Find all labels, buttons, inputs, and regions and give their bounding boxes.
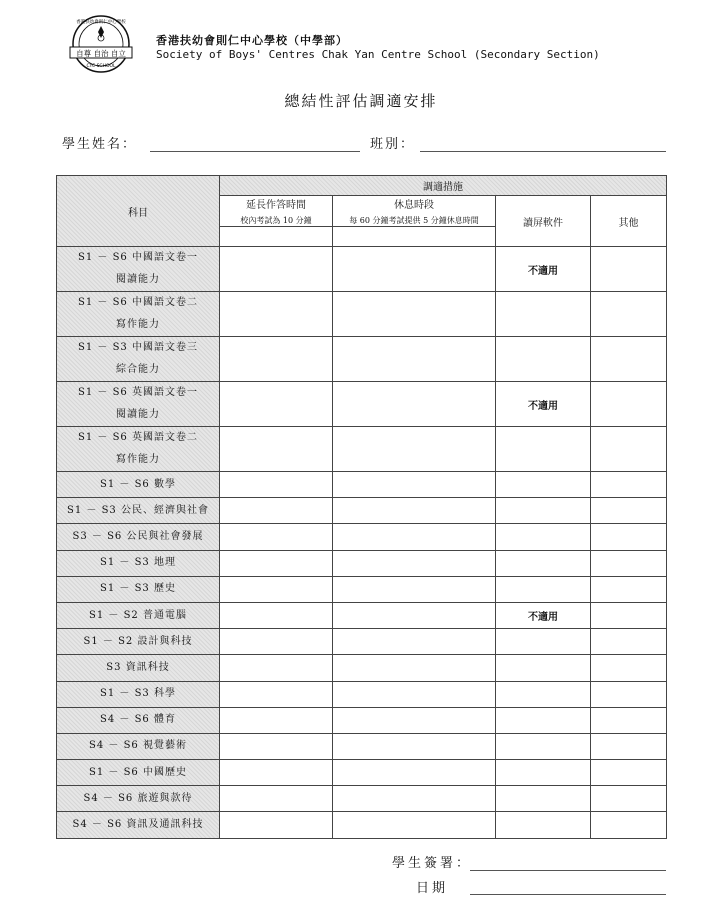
- subject-name: S1 － S3 科學: [100, 688, 176, 700]
- rest-break-cell[interactable]: [333, 472, 496, 498]
- other-cell[interactable]: [591, 498, 667, 524]
- extended-time-cell[interactable]: [220, 733, 333, 759]
- extended-time-cell[interactable]: [220, 629, 333, 655]
- subject-paper: 寫作能力: [116, 454, 160, 465]
- student-name-label: 學生姓名：: [62, 137, 138, 152]
- subject-cell: [57, 760, 220, 786]
- subject-name: S1 － S6 中國語文卷二: [78, 297, 198, 308]
- screen-reader-cell[interactable]: [496, 292, 591, 337]
- subject-cell: [57, 733, 220, 759]
- subject-name: S4 － S6 視覺藝術: [89, 740, 187, 752]
- subject-cell: [57, 681, 220, 707]
- other-cell[interactable]: [591, 576, 667, 602]
- subject-cell: [57, 655, 220, 681]
- rest-break-cell[interactable]: [333, 629, 496, 655]
- extended-time-cell[interactable]: [220, 247, 333, 292]
- extended-time-cell[interactable]: [220, 550, 333, 576]
- subject-cell: [57, 629, 220, 655]
- subject-name: S3 － S6 公民與社會發展: [72, 530, 204, 542]
- subject-cell: [57, 382, 220, 427]
- student-name-field[interactable]: [150, 151, 360, 152]
- rest-break-cell[interactable]: [333, 760, 496, 786]
- col-label-extended-time: 延長作答時間: [246, 200, 306, 211]
- screen-reader-cell[interactable]: [496, 812, 591, 838]
- screen-reader-cell[interactable]: [496, 760, 591, 786]
- other-cell[interactable]: [591, 472, 667, 498]
- rest-break-cell[interactable]: [333, 812, 496, 838]
- subject-name: S1 － S2 設計與科技: [83, 635, 193, 647]
- subject-name: S1 － S6 數學: [100, 478, 176, 490]
- school-name-zh: 香港扶幼會則仁中心學校（中學部）: [156, 34, 348, 47]
- screen-reader-cell[interactable]: [496, 550, 591, 576]
- table-row: [57, 247, 667, 292]
- other-cell[interactable]: [591, 629, 667, 655]
- screen-reader-cell[interactable]: [496, 427, 591, 472]
- col-note-extended-time: 校內考試為 10 分鐘: [240, 216, 312, 225]
- subject-header: 科目: [57, 176, 220, 247]
- table-row: [57, 707, 667, 733]
- screen-reader-cell[interactable]: [496, 524, 591, 550]
- screen-reader-cell[interactable]: [496, 786, 591, 812]
- extended-time-cell[interactable]: [220, 337, 333, 382]
- extended-time-cell[interactable]: [220, 427, 333, 472]
- col-note-rest-break: 每 60 分鐘考試提供 5 分鐘休息時間: [349, 216, 479, 225]
- other-cell[interactable]: [591, 681, 667, 707]
- table-row: [57, 760, 667, 786]
- screen-reader-cell: [496, 602, 591, 628]
- other-cell[interactable]: [591, 812, 667, 838]
- subject-cell: [57, 602, 220, 628]
- class-field[interactable]: [420, 151, 666, 152]
- subject-name: S1 － S3 地理: [100, 557, 176, 569]
- subject-paper: 閱讀能力: [116, 409, 160, 420]
- rest-break-cell[interactable]: [333, 427, 496, 472]
- rest-break-cell[interactable]: [333, 786, 496, 812]
- extended-time-cell[interactable]: [220, 760, 333, 786]
- other-cell[interactable]: [591, 786, 667, 812]
- rest-break-cell[interactable]: [333, 550, 496, 576]
- subject-name: S1 － S6 中國歷史: [89, 766, 187, 778]
- table-row: [57, 550, 667, 576]
- table-row: [57, 576, 667, 602]
- extended-time-cell[interactable]: [220, 292, 333, 337]
- logo-abbr: CYC SCHOOL: [86, 64, 116, 69]
- subject-name: S1 － S3 中國語文卷三: [78, 342, 198, 353]
- other-cell[interactable]: [591, 247, 667, 292]
- subject-cell: [57, 524, 220, 550]
- extended-time-cell[interactable]: [220, 812, 333, 838]
- other-cell[interactable]: [591, 707, 667, 733]
- subject-name: S1 － S6 英國語文卷二: [78, 432, 198, 443]
- subject-name: S1 － S3 公民、經濟與社會: [67, 504, 209, 516]
- screen-reader-cell[interactable]: [496, 681, 591, 707]
- school-logo: [62, 14, 140, 74]
- screen-reader-cell[interactable]: [496, 733, 591, 759]
- other-cell[interactable]: [591, 427, 667, 472]
- subject-name: S3 資訊科技: [106, 661, 170, 673]
- school-name-en: Society of Boys' Centres Chak Yan Centre School (Secondary Section): [156, 48, 600, 61]
- subject-cell: [57, 292, 220, 337]
- other-cell[interactable]: [591, 550, 667, 576]
- extended-time-cell[interactable]: [220, 524, 333, 550]
- table-row: [57, 629, 667, 655]
- screen-reader-cell[interactable]: [496, 498, 591, 524]
- subject-paper: 寫作能力: [116, 319, 160, 330]
- screen-reader-cell: [496, 247, 591, 292]
- table-row: [57, 427, 667, 472]
- logo-motto: 自尊 自治 自立: [76, 49, 126, 58]
- rest-break-cell[interactable]: [333, 707, 496, 733]
- student-signature-field[interactable]: [470, 870, 666, 871]
- screen-reader-cell[interactable]: [496, 472, 591, 498]
- col-header-other: 其他: [591, 196, 667, 247]
- rest-break-cell[interactable]: [333, 602, 496, 628]
- other-cell[interactable]: [591, 337, 667, 382]
- subject-cell: [57, 786, 220, 812]
- extended-time-cell[interactable]: [220, 707, 333, 733]
- col-header-extended-time-spacer: [220, 227, 333, 247]
- subject-cell: [57, 427, 220, 472]
- subject-cell: [57, 707, 220, 733]
- rest-break-cell[interactable]: [333, 681, 496, 707]
- extended-time-cell[interactable]: [220, 382, 333, 427]
- not-applicable-text: 不適用: [528, 400, 558, 412]
- table-row: [57, 524, 667, 550]
- subject-cell: [57, 247, 220, 292]
- table-row: [57, 681, 667, 707]
- other-cell[interactable]: [591, 760, 667, 786]
- table-row: [57, 786, 667, 812]
- rest-break-cell[interactable]: [333, 524, 496, 550]
- other-cell[interactable]: [591, 292, 667, 337]
- subject-cell: [57, 498, 220, 524]
- subject-name: S1 － S6 英國語文卷一: [78, 387, 198, 398]
- table-row: [57, 472, 667, 498]
- screen-reader-cell[interactable]: [496, 337, 591, 382]
- other-cell[interactable]: [591, 524, 667, 550]
- col-header-rest-break: [333, 196, 496, 227]
- rest-break-cell[interactable]: [333, 733, 496, 759]
- table-row: [57, 382, 667, 427]
- subject-name: S4 － S6 體育: [100, 714, 176, 726]
- subject-paper: 閱讀能力: [116, 274, 160, 285]
- table-row: [57, 602, 667, 628]
- accommodation-group-header: 調適措施: [220, 176, 667, 196]
- screen-reader-cell[interactable]: [496, 707, 591, 733]
- extended-time-cell[interactable]: [220, 655, 333, 681]
- col-header-extended-time: [220, 196, 333, 227]
- date-field[interactable]: [470, 894, 666, 895]
- table-row: [57, 812, 667, 838]
- rest-break-cell[interactable]: [333, 292, 496, 337]
- not-applicable-text: 不適用: [528, 612, 558, 624]
- accommodation-table: [56, 175, 667, 839]
- screen-reader-cell[interactable]: [496, 629, 591, 655]
- table-row: [57, 292, 667, 337]
- subject-name: S1 － S6 中國語文卷一: [78, 252, 198, 263]
- rest-break-cell[interactable]: [333, 576, 496, 602]
- col-header-screen-reader: 讀屏軟件: [496, 196, 591, 247]
- other-cell[interactable]: [591, 655, 667, 681]
- subject-cell: [57, 550, 220, 576]
- subject-cell: [57, 472, 220, 498]
- extended-time-cell[interactable]: [220, 472, 333, 498]
- rest-break-cell[interactable]: [333, 247, 496, 292]
- table-row: [57, 733, 667, 759]
- other-cell[interactable]: [591, 602, 667, 628]
- screen-reader-cell[interactable]: [496, 655, 591, 681]
- subject-name: S1 － S2 普通電腦: [89, 609, 187, 621]
- col-label-rest-break: 休息時段: [394, 200, 434, 211]
- subject-cell: [57, 812, 220, 838]
- rest-break-cell[interactable]: [333, 498, 496, 524]
- logo-ring-text: 香港扶幼會則仁中心學校: [76, 20, 126, 25]
- extended-time-cell[interactable]: [220, 576, 333, 602]
- not-applicable-text: 不適用: [528, 265, 558, 277]
- subject-name: S4 － S6 旅遊與款待: [83, 792, 193, 804]
- subject-name: S1 － S3 歷史: [100, 583, 176, 595]
- extended-time-cell[interactable]: [220, 786, 333, 812]
- table-row: [57, 337, 667, 382]
- screen-reader-cell[interactable]: [496, 576, 591, 602]
- rest-break-cell[interactable]: [333, 382, 496, 427]
- school-header: [62, 14, 702, 74]
- class-label: 班別：: [370, 137, 416, 152]
- student-signature-label: 學生簽署：: [392, 856, 473, 871]
- table-row: [57, 655, 667, 681]
- screen-reader-cell: [496, 382, 591, 427]
- date-label: 日期: [416, 881, 449, 896]
- extended-time-cell[interactable]: [220, 602, 333, 628]
- subject-cell: [57, 337, 220, 382]
- other-cell[interactable]: [591, 382, 667, 427]
- rest-break-cell[interactable]: [333, 655, 496, 681]
- extended-time-cell[interactable]: [220, 681, 333, 707]
- extended-time-cell[interactable]: [220, 498, 333, 524]
- form-title: 總結性評估調適安排: [284, 92, 438, 110]
- subject-paper: 綜合能力: [116, 364, 160, 375]
- subject-cell: [57, 576, 220, 602]
- rest-break-cell[interactable]: [333, 337, 496, 382]
- subject-name: S4 － S6 資訊及通訊科技: [72, 819, 204, 831]
- col-header-rest-break-spacer: [333, 227, 496, 247]
- other-cell[interactable]: [591, 733, 667, 759]
- table-row: [57, 498, 667, 524]
